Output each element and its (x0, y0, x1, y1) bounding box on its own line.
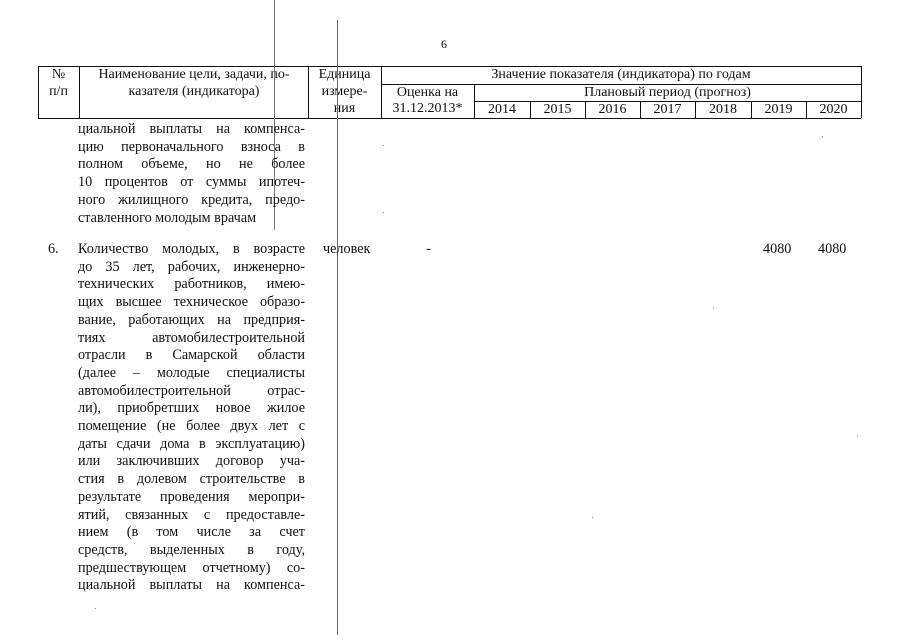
row-indicator-text (78, 241, 305, 595)
col-name-label-2: казателя (индикатора) (128, 84, 260, 99)
year-2015: 2015 (543, 102, 572, 117)
text-line: предшествующем отчетному) со- (78, 559, 305, 576)
scan-speck (95, 608, 96, 609)
values-group-label: Значение показателя (индикатора) по годам (491, 67, 751, 82)
col-unit-label-2: измере- (321, 84, 368, 99)
text-line: до 35 лет, рабочих, инженерно- (78, 258, 305, 275)
col-no-label: № (51, 67, 66, 82)
text-line: тиях автомобилестроительной (78, 329, 305, 346)
year-2016: 2016 (598, 102, 627, 117)
text-line: ятий, связанных с предоставле- (78, 506, 305, 523)
text-line: нием (в том числе за счет (78, 524, 305, 541)
text-line: технических работников, имею- (78, 276, 305, 293)
scan-speck (592, 517, 593, 518)
scan-fold-line (337, 20, 338, 635)
text-line: стия в долевом строительстве в (78, 471, 305, 488)
year-2019: 2019 (764, 102, 793, 117)
col-unit-label-3: ния (333, 101, 356, 116)
text-line: циальной выплаты на компенса- (78, 577, 305, 594)
text-line: даты сдачи дома в эксплуатацию) (78, 435, 305, 452)
text-line: автомобилестроительной отрас- (78, 382, 305, 399)
col-no-label-2: п/п (49, 84, 68, 99)
year-2020: 2020 (819, 102, 848, 117)
text-line: или заключивших договор уча- (78, 453, 305, 470)
col-name-label: Наименование цели, задачи, по- (98, 67, 290, 82)
text-line: ли), приобретших новое жилое (78, 400, 305, 417)
text-line: (далее – молодые специалисты (78, 364, 305, 381)
page-number: 6 (441, 37, 447, 51)
year-2017: 2017 (653, 102, 682, 117)
row-unit: человек (323, 241, 371, 257)
text-line: ставленного молодым врачам (78, 209, 257, 226)
col-unit-label: Единица (318, 67, 371, 82)
text-line: полном объеме, но не более (78, 156, 305, 173)
text-line: отрасли в Самарской области (78, 347, 305, 364)
year-2014: 2014 (488, 102, 516, 117)
row-estimate: - (426, 241, 431, 257)
row-number: 6. (48, 241, 59, 257)
continued-row-text (78, 121, 305, 227)
scan-speck (383, 212, 384, 213)
scan-speck (822, 136, 823, 137)
text-line: Количество молодых, в возрасте (78, 241, 305, 257)
plan-period-label: Плановый период (прогноз) (584, 85, 751, 100)
estimate-label-2: 31.12.2013* (392, 101, 463, 116)
estimate-label: Оценка на (396, 85, 459, 100)
row-value-2019: 4080 (763, 241, 792, 257)
text-line: помещение (не более двух лет с (78, 418, 305, 435)
text-line: циальной выплаты на компенса- (78, 121, 305, 137)
text-line: 10 процентов от суммы ипотеч- (78, 174, 305, 191)
text-line: средств, выделенных в году, (78, 541, 305, 558)
scan-speck (713, 308, 714, 309)
scan-speck (383, 145, 384, 146)
row-value-2020: 4080 (818, 241, 847, 257)
text-line: вание, работающих на предприя- (78, 311, 305, 328)
scan-speck (857, 436, 858, 437)
text-line: цию первоначального взноса в (78, 138, 305, 155)
year-2018: 2018 (709, 102, 737, 117)
text-line: щих высшее техническое образо- (78, 294, 305, 311)
text-line: ного жилищного кредита, предо- (78, 191, 305, 208)
text-line: результате проведения меропри- (78, 488, 305, 505)
